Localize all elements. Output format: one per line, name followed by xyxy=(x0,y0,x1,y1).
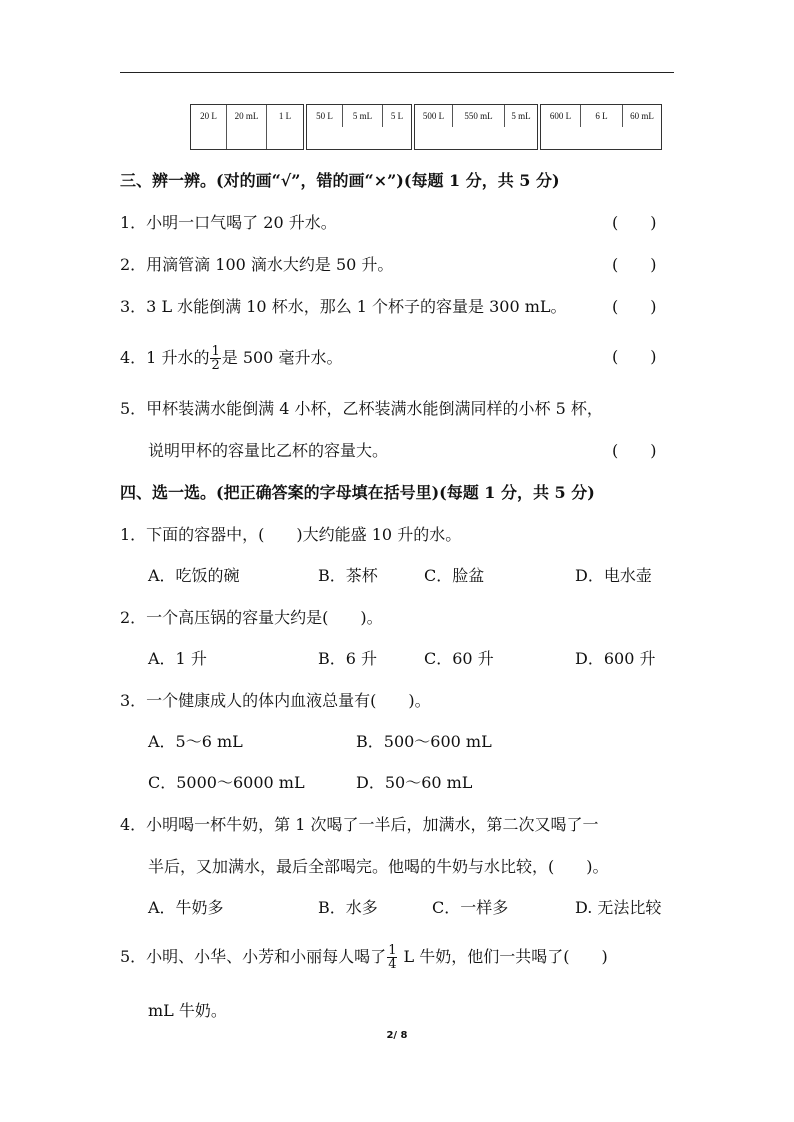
q5-after: L 牛奶，他们一共喝了( ) xyxy=(398,947,608,966)
fraction-one-half xyxy=(210,345,220,372)
option-a[interactable]: A．牛奶多 xyxy=(148,898,224,917)
page-number: 2/ 8 xyxy=(386,1030,408,1041)
answer-paren[interactable]: ( ) xyxy=(612,347,657,366)
box-cell: 500 L xyxy=(415,105,453,127)
answer-paren[interactable]: ( ) xyxy=(612,213,657,232)
box-cell: 20 L xyxy=(191,105,227,149)
option-c[interactable]: C．5000～6000 mL xyxy=(148,773,305,792)
answer-paren[interactable]: ( ) xyxy=(612,255,657,274)
choice-q3-stem: 3．一个健康成人的体内血液总量有( )。 xyxy=(120,691,431,710)
item-4-before: 4．1 升水的 xyxy=(120,348,210,367)
box-cell: 5 mL xyxy=(511,111,531,121)
judge-item-4 xyxy=(120,344,343,373)
box-cell: 50 L xyxy=(307,105,343,127)
judge-item-5: 5．甲杯装满水能倒满 4 小杯，乙杯装满水能倒满同样的小杯 5 杯， xyxy=(120,399,603,418)
box-cell: 550 mL xyxy=(453,105,505,127)
box-cell: 60 mL xyxy=(630,111,654,121)
box-cell: 600 L xyxy=(541,105,581,127)
answer-box-2 xyxy=(306,104,412,150)
box-cell: 5 mL xyxy=(343,105,383,127)
option-b[interactable]: B．6 升 xyxy=(318,649,378,668)
option-c[interactable]: C．脸盆 xyxy=(424,566,485,585)
box-cell: 6 L xyxy=(581,105,623,127)
header-rule xyxy=(120,72,674,73)
box-cell: 20 mL xyxy=(227,105,267,149)
fraction-denominator: 2 xyxy=(211,358,220,373)
choice-q1-stem: 1．下面的容器中，( )大约能盛 10 升的水。 xyxy=(120,525,462,544)
option-d[interactable]: D．600 升 xyxy=(575,649,656,668)
answer-box-1 xyxy=(190,104,304,150)
section-4-title: 四、选一选。(把正确答案的字母填在括号里)(每题 1 分，共 5 分) xyxy=(120,483,595,502)
option-d[interactable]: D. 无法比较 xyxy=(575,898,662,917)
fraction-numerator: 1 xyxy=(388,943,397,958)
option-a[interactable]: A．1 升 xyxy=(148,649,207,668)
q5-before: 5．小明、小华、小芳和小丽每人喝了 xyxy=(120,947,387,966)
item-4-after: 是 500 毫升水。 xyxy=(221,348,343,367)
section-3-title: 三、辨一辨。(对的画“√”，错的画“×”)(每题 1 分，共 5 分) xyxy=(120,171,560,190)
choice-q5-stem-cont: mL 牛奶。 xyxy=(148,1001,227,1020)
fraction-numerator: 1 xyxy=(211,344,220,359)
option-a[interactable]: A．吃饭的碗 xyxy=(148,566,240,585)
option-a[interactable]: A．5～6 mL xyxy=(148,732,243,751)
option-c[interactable]: C．60 升 xyxy=(424,649,494,668)
answer-paren[interactable]: ( ) xyxy=(612,441,657,460)
answer-box-4 xyxy=(540,104,662,150)
box-cell: 1 L xyxy=(278,111,292,121)
choice-q4-stem-cont: 半后，又加满水，最后全部喝完。他喝的牛奶与水比较，( )。 xyxy=(148,857,609,876)
option-d[interactable]: D．电水壶 xyxy=(575,566,652,585)
option-b[interactable]: B．茶杯 xyxy=(318,566,378,585)
fraction-one-quarter xyxy=(387,944,397,971)
fraction-denominator: 4 xyxy=(388,957,397,972)
judge-item-3: 3．3 L 水能倒满 10 杯水，那么 1 个杯子的容量是 300 mL。 xyxy=(120,297,567,316)
choice-q4-stem: 4．小明喝一杯牛奶，第 1 次喝了一半后，加满水，第二次又喝了一 xyxy=(120,815,599,834)
judge-item-1: 1．小明一口气喝了 20 升水。 xyxy=(120,213,337,232)
option-b[interactable]: B．500～600 mL xyxy=(356,732,492,751)
answer-box-3 xyxy=(414,104,538,150)
option-d[interactable]: D．50～60 mL xyxy=(356,773,473,792)
option-c[interactable]: C．一样多 xyxy=(432,898,509,917)
choice-q5-stem xyxy=(120,944,608,970)
choice-q2-stem: 2．一个高压锅的容量大约是( )。 xyxy=(120,608,383,627)
judge-item-2: 2．用滴管滴 100 滴水大约是 50 升。 xyxy=(120,255,394,274)
option-b[interactable]: B．水多 xyxy=(318,898,378,917)
answer-paren[interactable]: ( ) xyxy=(612,297,657,316)
box-cell: 5 L xyxy=(390,111,404,121)
judge-item-5-cont: 说明甲杯的容量比乙杯的容量大。 xyxy=(148,441,389,460)
